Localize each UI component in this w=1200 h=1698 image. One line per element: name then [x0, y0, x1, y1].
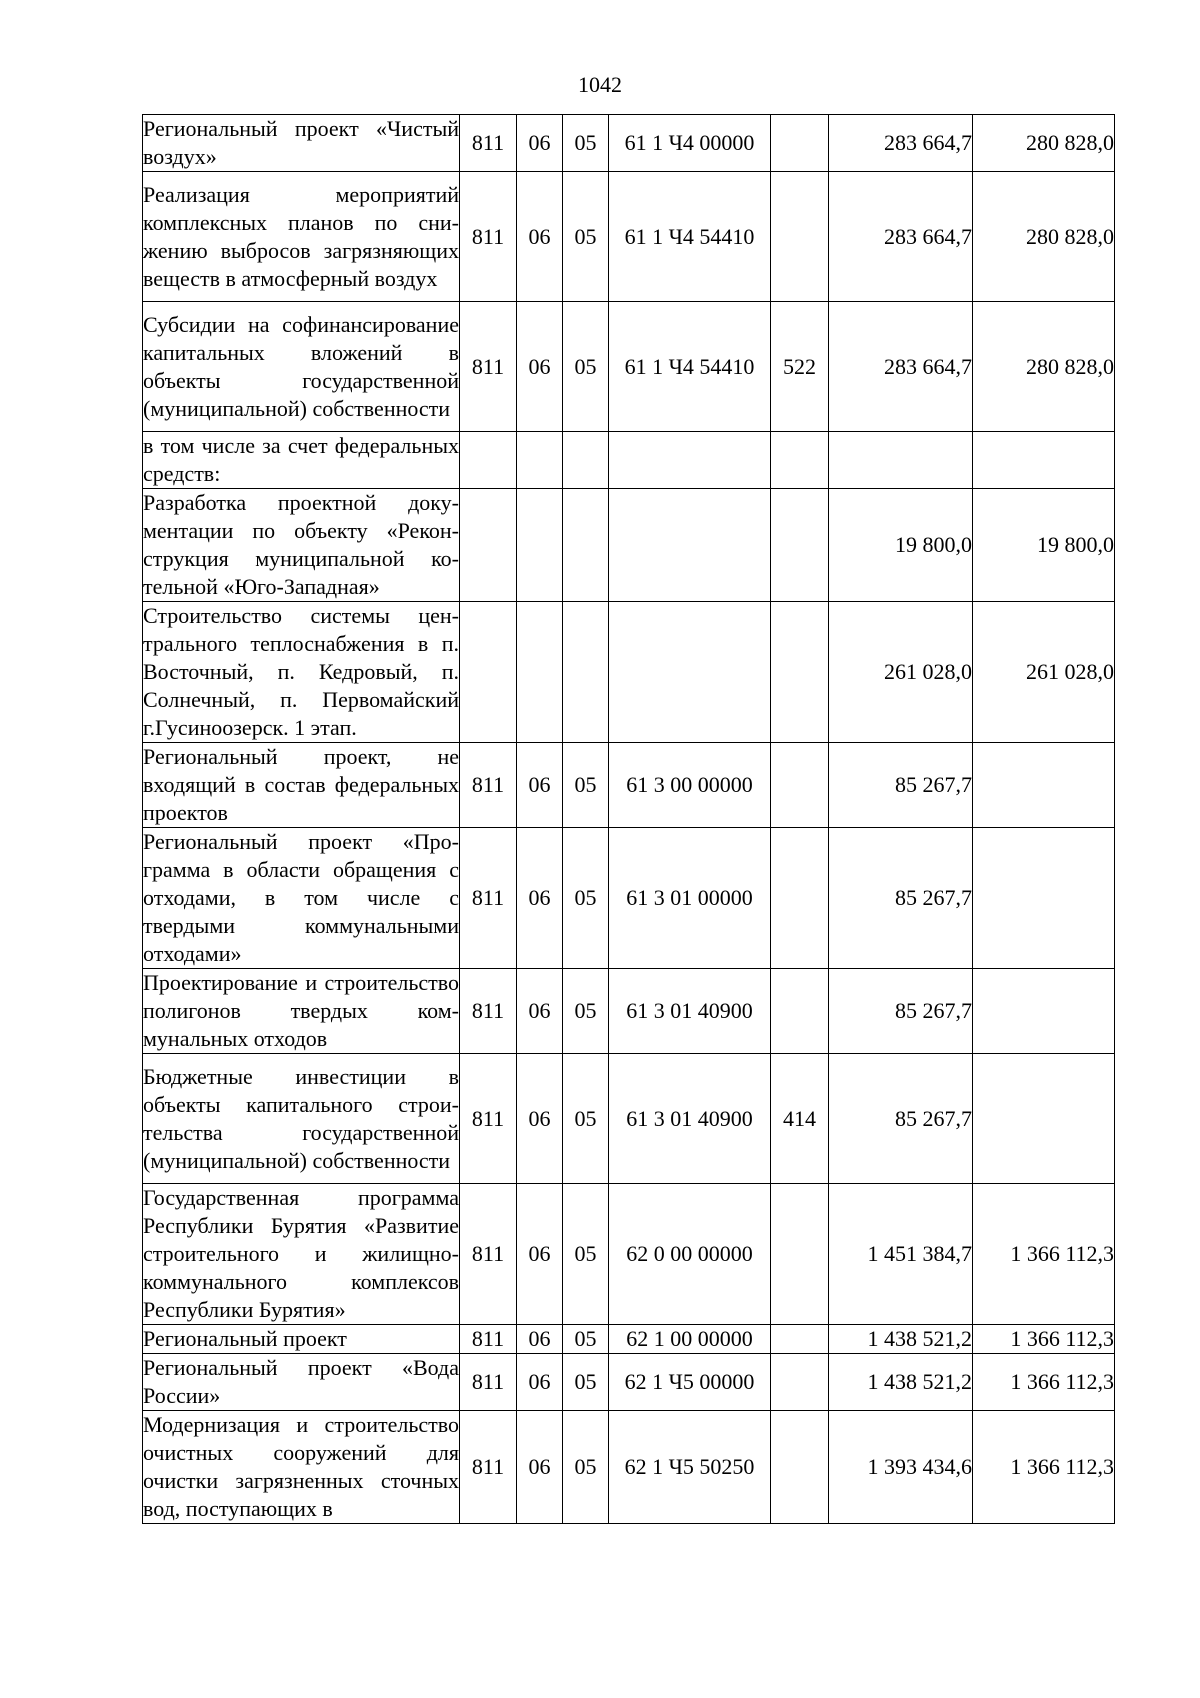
cell-pr	[563, 602, 609, 743]
cell-name: Разработка проектной документации по объекту «Реконструкция муниципальной котельной «Юго-Западная»	[143, 489, 460, 602]
table-row	[143, 602, 1115, 743]
cell-sum-year2: 1 366 112,3	[973, 1354, 1115, 1411]
cell-ved: 811	[460, 172, 517, 302]
cell-name: в том числе за счет федеральных средств:	[143, 432, 460, 489]
cell-sum-year1: 85 267,7	[829, 1054, 973, 1184]
cell-sum-year1: 85 267,7	[829, 969, 973, 1054]
cell-rz	[517, 432, 563, 489]
cell-pr	[563, 489, 609, 602]
table-row	[143, 1184, 1115, 1325]
cell-sum-year1: 1 438 521,2	[829, 1354, 973, 1411]
table-row	[143, 172, 1115, 302]
cell-name: Проектирование и строительство полигонов твердых коммунальных отходов	[143, 969, 460, 1054]
budget-table	[142, 114, 1115, 1524]
cell-ved: 811	[460, 115, 517, 172]
cell-pr: 05	[563, 1054, 609, 1184]
cell-rz: 06	[517, 1325, 563, 1354]
cell-csr	[609, 489, 771, 602]
cell-name: Бюджетные инвестиции в объекты капитального строительства государственной (муниципальной) собственности	[143, 1054, 460, 1184]
cell-rz: 06	[517, 1054, 563, 1184]
cell-sum-year2	[973, 969, 1115, 1054]
cell-sum-year2: 280 828,0	[973, 172, 1115, 302]
cell-name: Модернизация и строительство очистных сооружений для очистки загрязненных сточных вод, поступающих в	[143, 1411, 460, 1524]
cell-sum-year2: 1 366 112,3	[973, 1411, 1115, 1524]
cell-rz: 06	[517, 172, 563, 302]
cell-csr: 61 1 Ч4 54410	[609, 172, 771, 302]
cell-sum-year1: 261 028,0	[829, 602, 973, 743]
cell-name: Региональный проект	[143, 1325, 460, 1354]
cell-csr: 61 1 Ч4 54410	[609, 302, 771, 432]
cell-rz: 06	[517, 115, 563, 172]
cell-pr: 05	[563, 1184, 609, 1325]
cell-pr: 05	[563, 828, 609, 969]
table-row	[143, 115, 1115, 172]
table-row	[143, 302, 1115, 432]
cell-sum-year2: 1 366 112,3	[973, 1325, 1115, 1354]
table-row	[143, 432, 1115, 489]
cell-vr	[771, 1411, 829, 1524]
cell-ved: 811	[460, 828, 517, 969]
cell-vr	[771, 432, 829, 489]
cell-name: Региональный проект «Программа в области обращения с отходами, в том числе с твердыми коммунальными отходами»	[143, 828, 460, 969]
cell-vr	[771, 1184, 829, 1325]
cell-vr	[771, 828, 829, 969]
table-row	[143, 743, 1115, 828]
cell-sum-year1: 283 664,7	[829, 302, 973, 432]
cell-csr: 61 3 00 00000	[609, 743, 771, 828]
cell-rz: 06	[517, 1354, 563, 1411]
cell-csr: 62 1 00 00000	[609, 1325, 771, 1354]
cell-vr	[771, 1354, 829, 1411]
cell-ved	[460, 432, 517, 489]
cell-sum-year1: 85 267,7	[829, 743, 973, 828]
cell-csr	[609, 602, 771, 743]
cell-sum-year2: 1 366 112,3	[973, 1184, 1115, 1325]
cell-name: Региональный проект «Вода России»	[143, 1354, 460, 1411]
cell-sum-year2: 261 028,0	[973, 602, 1115, 743]
cell-rz: 06	[517, 302, 563, 432]
cell-sum-year2	[973, 1054, 1115, 1184]
cell-rz	[517, 602, 563, 743]
cell-ved	[460, 602, 517, 743]
cell-name: Субсидии на софинансирование капитальных вложений в объекты государственной (муниципальной) собственности	[143, 302, 460, 432]
table-row	[143, 1354, 1115, 1411]
table-row	[143, 1325, 1115, 1354]
table-row	[143, 969, 1115, 1054]
cell-pr: 05	[563, 743, 609, 828]
cell-ved: 811	[460, 1325, 517, 1354]
cell-ved: 811	[460, 1054, 517, 1184]
cell-vr	[771, 489, 829, 602]
cell-pr: 05	[563, 302, 609, 432]
cell-pr: 05	[563, 1354, 609, 1411]
cell-pr	[563, 432, 609, 489]
cell-ved: 811	[460, 743, 517, 828]
cell-sum-year1: 1 451 384,7	[829, 1184, 973, 1325]
cell-csr: 62 1 Ч5 00000	[609, 1354, 771, 1411]
cell-vr	[771, 602, 829, 743]
cell-sum-year2: 280 828,0	[973, 115, 1115, 172]
table-body	[143, 115, 1115, 1524]
cell-csr: 62 1 Ч5 50250	[609, 1411, 771, 1524]
cell-sum-year1: 1 393 434,6	[829, 1411, 973, 1524]
cell-csr: 61 1 Ч4 00000	[609, 115, 771, 172]
cell-vr	[771, 115, 829, 172]
table-row	[143, 489, 1115, 602]
cell-rz: 06	[517, 743, 563, 828]
cell-csr: 61 3 01 40900	[609, 1054, 771, 1184]
cell-name: Региональный проект, не входящий в состав федеральных проектов	[143, 743, 460, 828]
cell-vr	[771, 969, 829, 1054]
page-number: 1042	[578, 72, 622, 97]
cell-ved: 811	[460, 302, 517, 432]
cell-name: Региональный проект «Чистый воздух»	[143, 115, 460, 172]
cell-ved: 811	[460, 969, 517, 1054]
cell-sum-year1: 1 438 521,2	[829, 1325, 973, 1354]
cell-rz: 06	[517, 1184, 563, 1325]
cell-sum-year2: 280 828,0	[973, 302, 1115, 432]
cell-sum-year1	[829, 432, 973, 489]
cell-rz: 06	[517, 1411, 563, 1524]
cell-ved: 811	[460, 1411, 517, 1524]
cell-vr: 522	[771, 302, 829, 432]
cell-pr: 05	[563, 1325, 609, 1354]
cell-ved	[460, 489, 517, 602]
cell-rz	[517, 489, 563, 602]
cell-sum-year2: 19 800,0	[973, 489, 1115, 602]
table-row	[143, 1411, 1115, 1524]
cell-name: Государственная программа Республики Бурятия «Развитие строительного и жилищно-коммунального комплексов Республики Бурятия»	[143, 1184, 460, 1325]
cell-name: Реализация мероприятий комплексных планов по снижению выбросов загрязняющих веществ в атмосферный воздух	[143, 172, 460, 302]
cell-rz: 06	[517, 828, 563, 969]
cell-vr	[771, 172, 829, 302]
cell-pr: 05	[563, 115, 609, 172]
cell-sum-year1: 85 267,7	[829, 828, 973, 969]
cell-ved: 811	[460, 1184, 517, 1325]
cell-ved: 811	[460, 1354, 517, 1411]
cell-vr: 414	[771, 1054, 829, 1184]
cell-name: Строительство системы центрального теплоснабжения в п. Восточный, п. Кедровый, п. Солнечный, п. Первомайский г.Гусиноозерск. 1 этап.	[143, 602, 460, 743]
cell-vr	[771, 743, 829, 828]
cell-sum-year1: 283 664,7	[829, 115, 973, 172]
cell-sum-year2	[973, 828, 1115, 969]
table-row	[143, 1054, 1115, 1184]
cell-sum-year2	[973, 743, 1115, 828]
cell-rz: 06	[517, 969, 563, 1054]
cell-csr: 61 3 01 00000	[609, 828, 771, 969]
cell-sum-year1: 19 800,0	[829, 489, 973, 602]
cell-csr	[609, 432, 771, 489]
cell-pr: 05	[563, 172, 609, 302]
cell-sum-year1: 283 664,7	[829, 172, 973, 302]
cell-pr: 05	[563, 1411, 609, 1524]
cell-vr	[771, 1325, 829, 1354]
table-row	[143, 828, 1115, 969]
cell-sum-year2	[973, 432, 1115, 489]
cell-pr: 05	[563, 969, 609, 1054]
cell-csr: 61 3 01 40900	[609, 969, 771, 1054]
cell-csr: 62 0 00 00000	[609, 1184, 771, 1325]
